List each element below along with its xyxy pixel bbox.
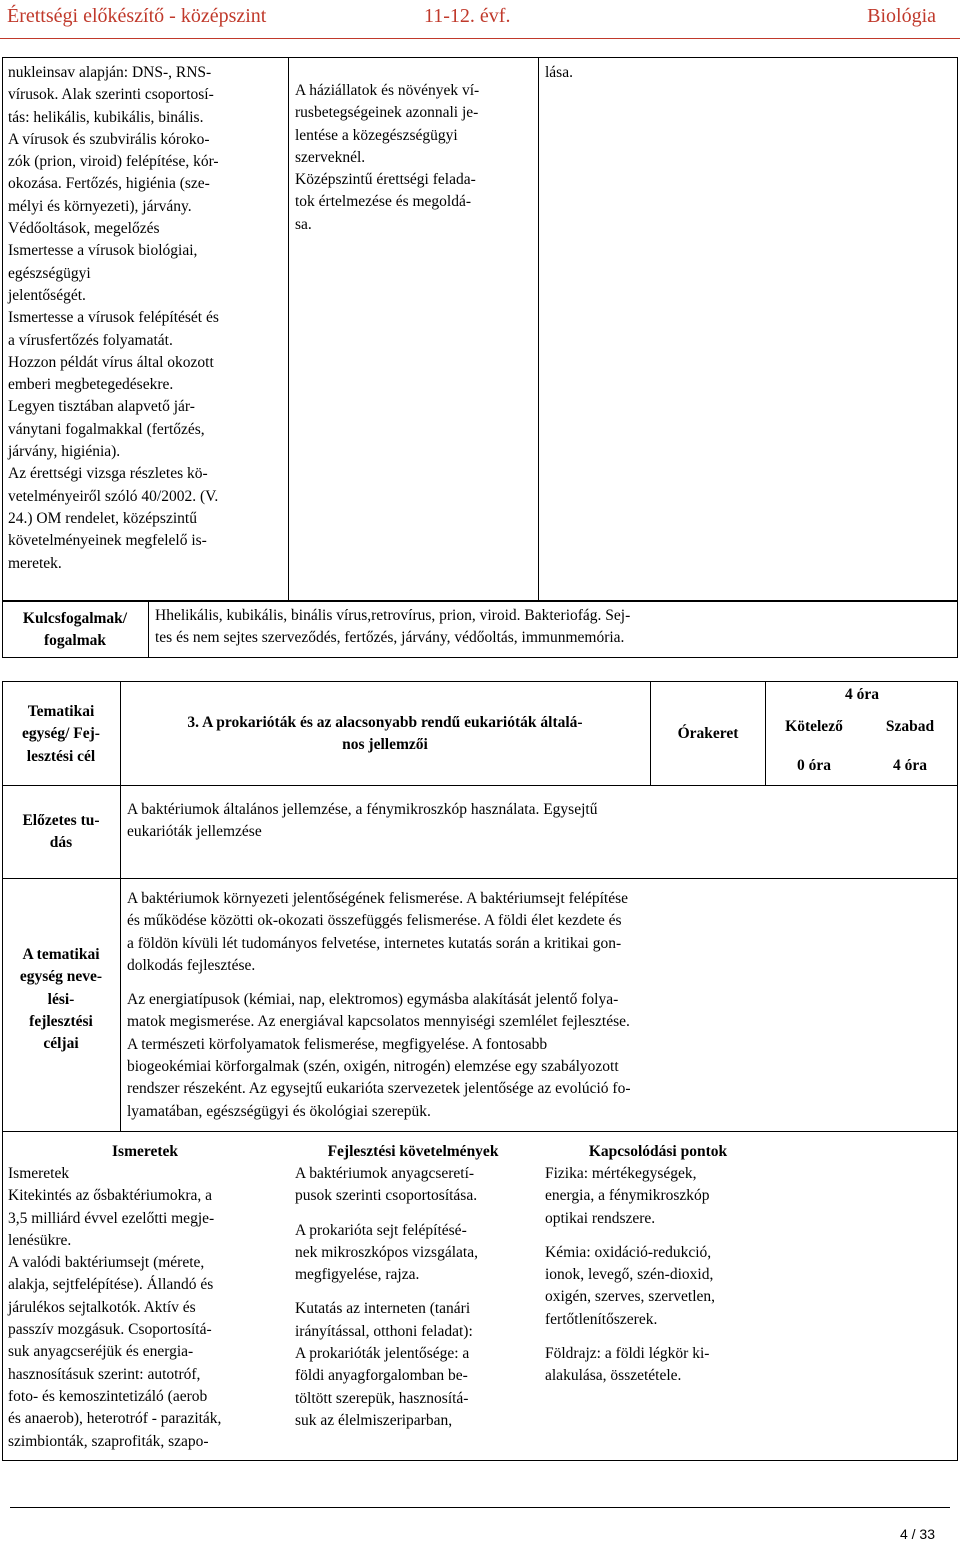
- text-line: megfigyelése, rajza.: [295, 1266, 420, 1284]
- text-line: fogalmak: [44, 632, 106, 650]
- text-line: matok megismerése. Az energiával kapcsolatos mennyiségi szemlélet fejlesztése.: [127, 1013, 630, 1031]
- connections-text: [545, 1163, 775, 1388]
- text-line: Legyen tisztában alapvető jár-: [8, 398, 195, 416]
- text-line: Az érettségi vizsga részletes kö-: [8, 465, 208, 483]
- text-line: Kémia: oxidáció-redukció,: [545, 1243, 712, 1261]
- page-number: 4 / 33: [899, 1526, 935, 1542]
- text-line: eukarióták jellemzése: [127, 823, 262, 841]
- text-line: Kitekintés az ősbaktériumokra, a: [8, 1187, 213, 1205]
- text-line: Kutatás az interneten (tanári: [295, 1300, 471, 1318]
- text-line: töltött szerepük, hasznosítá-: [295, 1389, 469, 1407]
- header-left: Érettségi előkészítő - középszint: [7, 5, 267, 27]
- text-line: A valódi baktériumsejt (mérete,: [8, 1254, 205, 1272]
- page-header: [0, 0, 960, 40]
- text-line: [545, 1230, 775, 1242]
- text-line: [127, 977, 952, 989]
- unit-row-line-1: [2, 785, 958, 786]
- col-header-requirements: Fejlesztési követelmények: [327, 1143, 499, 1160]
- text-line: 3. A prokarióták és az alacsonyabb rendű eukarióták általá-: [187, 714, 583, 731]
- text-line: ionok, levegő, szén-dioxid,: [545, 1266, 714, 1284]
- text-line: lési-: [47, 990, 75, 1008]
- text-line: A prokarióta sejt felépítésé-: [295, 1221, 467, 1239]
- total-hours: 4 óra: [844, 686, 879, 703]
- text-line: [295, 1208, 535, 1220]
- free-label: Szabad: [885, 718, 935, 735]
- text-line: Fizika: mértékegységek,: [545, 1165, 697, 1182]
- text-line: A tematikai: [22, 946, 100, 963]
- text-line: Védőoltások, megelőzés: [8, 220, 160, 238]
- text-line: jelentőségét.: [8, 286, 86, 304]
- text-line: 24.) OM rendelet, középszintű: [8, 509, 197, 527]
- text-line: egység neve-: [19, 968, 103, 986]
- text-line: dás: [49, 834, 73, 852]
- unit-row-line-2: [2, 878, 958, 879]
- mandatory-hours: 0 óra: [796, 757, 831, 774]
- text-line: Tematikai: [27, 703, 95, 720]
- unit-row-line-3: [2, 1131, 958, 1132]
- text-line: A természeti körfolyamatok felismerése, megfigyelése. A fontosabb: [127, 1035, 548, 1053]
- text-line: szimbionták, szaprofiták, szapo-: [8, 1432, 209, 1450]
- text-line: Hhelikális, kubikális, binális vírus,retrovírus, prion, viroid. Bakteriofág. Sej-: [155, 607, 631, 624]
- text-line: vetelményeiről szóló 40/2002. (V.: [8, 487, 219, 505]
- text-line: biogeokémiai körforgalmak (szén, oxigén, nitrogén) elemzése egy szabályozott: [127, 1058, 619, 1076]
- unit-label: [4, 701, 118, 768]
- prior-knowledge-text: [127, 799, 947, 844]
- keywords-divider: [148, 601, 149, 658]
- text-line: pusok szerinti csoportosítása.: [295, 1187, 478, 1205]
- text-line: irányítással, otthoni feladat):: [295, 1322, 473, 1340]
- text-line: lása.: [545, 64, 573, 81]
- text-line: tok értelmezése és megoldá-: [295, 193, 472, 211]
- text-line: tás: helikális, kubikális, binális.: [8, 108, 204, 126]
- text-line: egység/ Fej-: [22, 725, 100, 743]
- text-line: fejlesztési: [29, 1012, 93, 1030]
- text-line: ványtani fogalmakkal (fertőzés,: [8, 420, 205, 438]
- keywords-label: [4, 608, 146, 653]
- text-line: Középszintű érettségi felada-: [295, 171, 476, 189]
- text-line: suk anyagcseréjük és energia-: [8, 1343, 194, 1361]
- text-line: lesztési cél: [26, 747, 96, 765]
- text-line: A baktériumok környezeti jelentőségének felismerése. A baktériumsejt felépítése: [127, 890, 628, 907]
- text-line: energia, a fénymikroszkóp: [545, 1187, 710, 1205]
- text-line: céljai: [43, 1035, 79, 1053]
- text-line: egészségügyi: [8, 264, 91, 282]
- text-line: Ismertesse a vírusok biológiai,: [8, 242, 198, 260]
- text-line: suk az élelmiszeriparban,: [295, 1411, 453, 1429]
- header-rule: [0, 38, 960, 39]
- text-line: optikai rendszere.: [545, 1209, 656, 1227]
- text-line: emberi megbetegedésekre.: [8, 376, 174, 394]
- text-line: A vírusok és szubvirális kóroko-: [8, 130, 210, 148]
- text-line: szerveknél.: [295, 148, 366, 166]
- top-col3-text: [545, 62, 745, 84]
- col-header-connections: Kapcsolódási pontok: [588, 1143, 728, 1160]
- top-table-divider-1: [288, 57, 289, 601]
- text-line: oxigén, szerves, szervetlen,: [545, 1288, 716, 1306]
- text-line: Ismeretek: [8, 1165, 70, 1182]
- text-line: földi anyagforgalomban be-: [295, 1367, 468, 1385]
- text-line: fertőtlenítőszerek.: [545, 1310, 658, 1328]
- text-line: A baktériumok anyagcseretí-: [295, 1165, 475, 1182]
- text-line: nos jellemzői: [342, 736, 428, 754]
- text-line: lenésükre.: [8, 1231, 72, 1249]
- top-col1-text: [8, 62, 284, 575]
- col-header-knowledge: Ismeretek: [112, 1143, 178, 1160]
- text-line: foto- és kemoszintetizáló (aerob: [8, 1387, 208, 1405]
- free-hours: 4 óra: [892, 757, 927, 774]
- text-line: és működése közötti ok-okozati összefüggés felismerése. A földi élet kezdete és: [127, 912, 622, 930]
- text-line: hasznosításuk szerint: autotróf,: [8, 1365, 201, 1383]
- text-line: passzív mozgásuk. Csoportosítá-: [8, 1321, 212, 1339]
- text-line: nek mikroszkópos vizsgálata,: [295, 1243, 478, 1261]
- footer-rule: [10, 1507, 950, 1508]
- text-line: alakulása, összetétele.: [545, 1367, 682, 1385]
- text-line: meretek.: [8, 554, 62, 572]
- text-line: A baktériumok általános jellemzése, a fénymikroszkóp használata. Egysejtű: [127, 801, 598, 818]
- text-line: Földrajz: a földi légkör ki-: [545, 1345, 710, 1363]
- text-line: mélyi és környezeti), járvány.: [8, 197, 192, 215]
- unit-title: [124, 712, 646, 757]
- text-line: tes és nem sejtes szerveződés, fertőzés, járvány, védőoltás, immunmemória.: [155, 629, 625, 647]
- text-line: Az energiatípusok (kémiai, nap, elektromos) egymásba alakítását jelentő folya-: [127, 991, 619, 1009]
- text-line: [295, 1286, 535, 1298]
- text-line: Előzetes tu-: [22, 812, 100, 829]
- text-line: okozása. Fertőzés, higiénia (sze-: [8, 175, 210, 193]
- top-col2-text: [295, 80, 535, 236]
- keywords-text: [155, 605, 945, 650]
- text-line: járvány, higiénia).: [8, 443, 121, 461]
- goals-label: [4, 944, 118, 1055]
- header-right: Biológia: [867, 5, 936, 27]
- text-line: lyamatában, egészségügyi és ökológiai szerepük.: [127, 1102, 431, 1120]
- text-line: a vírusfertőzés folyamatát.: [8, 331, 173, 349]
- prior-knowledge-label: [4, 810, 118, 855]
- text-line: és anaerob), heterotróf - paraziták,: [8, 1410, 222, 1428]
- mandatory-label: Kötelező: [785, 718, 843, 735]
- unit-title-divider: [650, 681, 651, 785]
- text-line: lentése a közegészségügyi: [295, 126, 458, 144]
- text-line: Ismertesse a vírusok felépítését és: [8, 309, 219, 327]
- text-line: nukleinsav alapján: DNS-, RNS-: [8, 64, 212, 81]
- text-line: rendszer részeként. Az egysejtű eukarióta szervezetek jelentősége az evolúció fo-: [127, 1080, 631, 1098]
- text-line: zók (prion, viroid) felépítése, kór-: [8, 153, 219, 171]
- text-line: járulékos sejtalkotók. Aktív és: [8, 1298, 196, 1316]
- unit-label-divider: [120, 681, 121, 1131]
- text-line: vírusok. Alak szerinti csoportosí-: [8, 86, 214, 104]
- text-line: 3,5 milliárd évvel ezelőtti megje-: [8, 1209, 215, 1227]
- text-line: Kulcsfogalmak/: [22, 610, 128, 627]
- text-line: dolkodás fejlesztése.: [127, 956, 256, 974]
- text-line: A háziállatok és növények ví-: [295, 82, 480, 99]
- text-line: a földön kívüli lét tudományos felvetése, internetes kutatás során a kritikai gon-: [127, 934, 622, 952]
- text-line: [545, 1331, 775, 1343]
- knowledge-text: [8, 1163, 286, 1453]
- text-line: követelményeinek megfelelő is-: [8, 532, 207, 550]
- text-line: Hozzon példát vírus által okozott: [8, 353, 214, 371]
- top-table-divider-2: [538, 57, 539, 601]
- text-line: alakja, sejtfelépítése). Állandó és: [8, 1276, 214, 1294]
- goals-text: [127, 888, 952, 1123]
- requirements-text: [295, 1163, 535, 1432]
- text-line: rusbetegségeinek azonnali je-: [295, 104, 479, 122]
- text-line: A prokarióták jelentősége: a: [295, 1345, 470, 1363]
- text-line: sa.: [295, 215, 312, 233]
- hours-label: Órakeret: [677, 725, 739, 742]
- header-center: 11-12. évf.: [424, 5, 511, 27]
